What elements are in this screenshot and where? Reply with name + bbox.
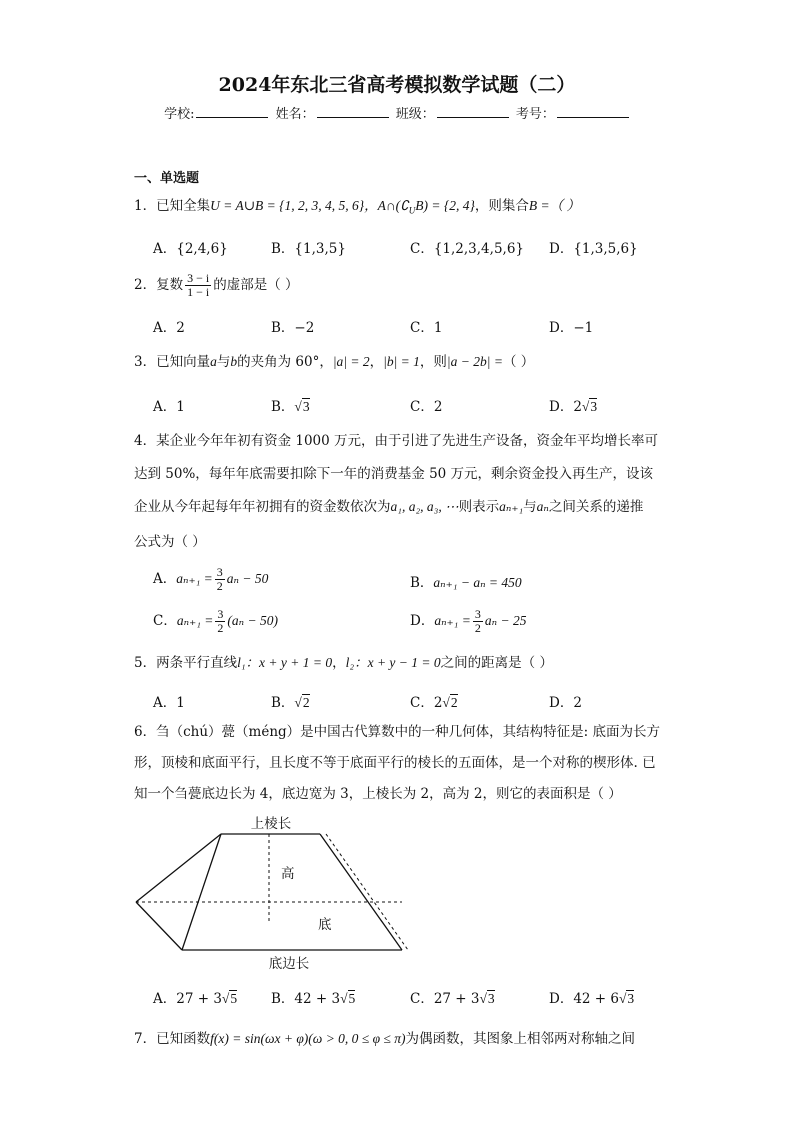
- q5-option-b-label: B．: [271, 695, 295, 711]
- section-heading: 一、单选题: [134, 171, 200, 186]
- q3-option-b[interactable]: [271, 395, 310, 415]
- q6-option-c[interactable]: [410, 987, 495, 1007]
- q2-denominator: 1 − i: [187, 285, 210, 299]
- sqrt-icon: √: [221, 991, 230, 1006]
- sqrt-icon: √: [442, 695, 450, 710]
- q3-option-d-label: D．2: [549, 399, 582, 415]
- q1-set-b2: B) = {2, 4}: [415, 198, 475, 213]
- q3-option-d[interactable]: [549, 395, 597, 415]
- q5-option-b-radicand: 2: [302, 695, 310, 710]
- fig-label-top: 上棱长: [250, 816, 292, 832]
- q6-option-b-label: B．42 + 3: [271, 991, 341, 1007]
- q4-option-b[interactable]: [410, 571, 522, 591]
- q5-l2: l₂: [345, 655, 355, 670]
- q4-text-d: 之间关系的递推: [548, 499, 644, 515]
- q1-complement-sub: U: [408, 205, 416, 216]
- q4-option-b-label: B．: [410, 575, 434, 591]
- q6-option-c-label: C．27 + 3: [410, 991, 480, 1007]
- q6-option-a-radicand: 5: [230, 991, 238, 1006]
- q4-option-c-frac-den: 2: [217, 621, 224, 635]
- name-label: 姓名：: [275, 107, 315, 122]
- q2-fraction: [185, 272, 211, 299]
- q4-option-a-lhs: aₙ₊₁ =: [176, 571, 213, 586]
- q5-text: 5．两条平行直线: [134, 655, 238, 671]
- q2-option-a[interactable]: A．2: [153, 320, 185, 336]
- question-4-line-2: 达到 50%，每年年底需要扣除下一年的消费基金 50 万元，剩余资金投入再生产，设该: [134, 466, 654, 482]
- q5-sep: ，: [332, 655, 346, 671]
- exam-no-blank[interactable]: [557, 105, 629, 118]
- q2-text-b: 的虚部是（ ）: [213, 277, 299, 293]
- q1-text: 1．已知全集: [134, 198, 211, 214]
- school-label: 学校:: [164, 107, 195, 122]
- fig-label-height: 高: [281, 866, 295, 882]
- q1-option-b[interactable]: B．{1,3,5}: [271, 241, 346, 257]
- q5-option-c-radicand: 2: [450, 695, 458, 710]
- q4-option-c[interactable]: [153, 608, 278, 635]
- q4-option-a-label: A．: [153, 571, 177, 587]
- class-label: 班级：: [395, 107, 435, 122]
- q1-set-b: ，A∩(∁: [364, 198, 409, 213]
- q6-option-d[interactable]: [549, 987, 634, 1007]
- question-4-line-3: [134, 497, 643, 517]
- q1-set-u: U = A∪B = {1, 2, 3, 4, 5, 6}: [210, 198, 365, 213]
- q4-option-c-frac-num: 3: [217, 607, 224, 621]
- q2-option-d[interactable]: D．−1: [549, 320, 594, 336]
- fig-left-back-edge: [136, 834, 221, 902]
- q3-paren: （ ）: [502, 354, 535, 370]
- q3-option-b-label: B．: [271, 399, 295, 415]
- name-blank[interactable]: [317, 105, 389, 118]
- question-6-line-1: 6．刍（chú）甍（méng）是中国古代算数中的一种几何体，其结构特征是: 底面为长方: [134, 724, 661, 740]
- page-title: 2024年东北三省高考模拟数学试题（二）: [218, 74, 576, 96]
- q4-text-a: 企业从今年起每年年初拥有的资金数依次为: [134, 499, 391, 515]
- q4-option-a-frac-den: 2: [216, 579, 223, 593]
- q5-option-c-label: C．2: [410, 695, 443, 711]
- q5-text-b: 之间的距离是（ ）: [440, 655, 553, 671]
- question-4-line-4: 公式为（ ）: [134, 534, 206, 550]
- q2-option-c[interactable]: C．1: [410, 320, 443, 336]
- q5-l1: l₁: [237, 655, 246, 670]
- q4-option-d-frac-den: 2: [474, 621, 481, 635]
- q3-text: 3．已知向量: [134, 354, 211, 370]
- q3-text-b: 的夹角为 60°，: [237, 354, 333, 370]
- q5-option-a[interactable]: A．1: [153, 695, 185, 711]
- fig-label-base: 底: [318, 917, 332, 933]
- q6-option-b-radicand: 5: [348, 991, 356, 1006]
- sqrt-icon: √: [619, 991, 627, 1006]
- q3-text-mid: 与: [216, 354, 231, 370]
- q6-option-a[interactable]: [153, 987, 237, 1007]
- q1-option-d[interactable]: D．{1,3,5,6}: [549, 241, 638, 257]
- fig-right-slant-edge: [320, 834, 402, 950]
- question-6-line-2: 形，顶棱和底面平行，且长度不等于底面平行的棱长的五面体，是一个对称的楔形体. 已: [134, 755, 656, 771]
- q5-option-b[interactable]: [271, 691, 310, 711]
- q4-a-n: aₙ: [536, 499, 549, 514]
- q5-option-c[interactable]: [410, 691, 458, 711]
- question-2-stem: [134, 272, 299, 299]
- q4-option-c-frac: [215, 608, 225, 635]
- q4-sequence: a₁, a₂, a₃, ⋯: [390, 499, 459, 514]
- q2-numerator: 3 − i: [187, 271, 210, 285]
- q4-option-a-tail: aₙ − 50: [226, 571, 269, 586]
- q6-option-d-radicand: 3: [627, 991, 635, 1006]
- q7-function: f(x) = sin(ωx + φ)(ω > 0, 0 ≤ φ ≤ π): [210, 1031, 406, 1046]
- q4-option-a-frac-num: 3: [216, 565, 223, 579]
- q4-option-d-frac: [473, 608, 483, 635]
- q7-text-b: 为偶函数，其图象上相邻两对称轴之间: [405, 1031, 635, 1047]
- q1-text-b: ，则集合: [474, 198, 529, 214]
- sqrt-icon: √: [294, 399, 302, 414]
- q4-text-b: 则表示: [458, 499, 500, 515]
- q1-option-a[interactable]: A．{2,4,6}: [153, 241, 228, 257]
- q3-cond-1: |a| = 2: [332, 354, 370, 369]
- q6-option-d-label: D．42 + 6: [549, 991, 619, 1007]
- q4-option-c-label: C．: [153, 613, 177, 629]
- sqrt-icon: √: [294, 695, 302, 710]
- q6-option-c-radicand: 3: [487, 991, 495, 1006]
- q7-text-a: 7．已知函数: [134, 1031, 211, 1047]
- question-6-line-3: 知一个刍甍底边长为 4，底边宽为 3，上棱长为 2，高为 2，则它的表面积是（ ）: [134, 786, 622, 802]
- q3-option-c[interactable]: C．2: [410, 399, 443, 415]
- q3-target: |a − 2b| =: [446, 354, 503, 369]
- question-7-line-1: [134, 1029, 635, 1049]
- q3-option-d-radicand: 3: [590, 399, 598, 414]
- sqrt-icon: √: [581, 399, 590, 414]
- question-5-stem: [134, 653, 553, 673]
- wedge-figure: [134, 812, 414, 972]
- q4-option-d-tail: aₙ − 25: [484, 613, 527, 628]
- q3-option-b-radicand: 3: [302, 399, 310, 414]
- fig-left-front-edge: [136, 902, 182, 950]
- q5-eq-1: ：x + y + 1 = 0: [245, 655, 333, 670]
- q1-text-c: B =（ ）: [528, 198, 581, 213]
- q4-option-c-lhs: aₙ₊₁ =: [176, 613, 214, 628]
- school-blank[interactable]: [196, 105, 268, 118]
- q3-comma: ，: [369, 354, 384, 370]
- q4-text-c: 与: [523, 499, 537, 515]
- q4-option-d-lhs: aₙ₊₁ =: [434, 613, 471, 628]
- q5-eq-2: ：x + y − 1 = 0: [354, 655, 441, 670]
- sqrt-icon: √: [340, 991, 348, 1006]
- q4-option-a-frac: [215, 566, 225, 593]
- q3-vector-a: a: [210, 354, 217, 369]
- q4-option-a[interactable]: [153, 566, 268, 593]
- fig-left-slant-edge: [182, 834, 221, 950]
- question-1-stem: [134, 196, 580, 221]
- q4-a-n-plus-1: aₙ₊₁: [499, 499, 524, 514]
- class-blank[interactable]: [437, 105, 509, 118]
- q3-cond-2: |b| = 1: [383, 354, 420, 369]
- q1-option-c[interactable]: C．{1,2,3,4,5,6}: [410, 241, 524, 257]
- q6-option-a-label: A．27 + 3: [153, 991, 222, 1007]
- fig-label-bottom: 底边长: [268, 956, 310, 972]
- q5-option-d[interactable]: D．2: [549, 695, 582, 711]
- q2-option-b[interactable]: B．−2: [271, 320, 315, 336]
- q2-text: 2．复数: [134, 277, 184, 293]
- q4-option-d[interactable]: [410, 608, 526, 635]
- q4-option-c-tail: (aₙ − 50): [227, 613, 278, 628]
- question-4-line-1: 4．某企业今年年初有资金 1000 万元，由于引进了先进生产设备，资金年平均增长率可: [134, 433, 659, 449]
- q4-option-d-frac-num: 3: [474, 607, 481, 621]
- q6-option-b[interactable]: [271, 987, 355, 1007]
- q3-text-c: ，则: [419, 354, 447, 370]
- question-3-stem: [134, 352, 534, 372]
- exam-no-label: 考号：: [515, 107, 555, 122]
- q3-vector-b: b: [230, 354, 238, 369]
- sqrt-icon: √: [479, 991, 487, 1006]
- q3-option-a[interactable]: A．1: [153, 399, 185, 415]
- q4-option-d-label: D．: [410, 613, 435, 629]
- q4-option-b-expr: aₙ₊₁ − aₙ = 450: [433, 575, 522, 590]
- student-info-line: [0, 103, 794, 122]
- fig-hidden-right-edge: [326, 834, 408, 950]
